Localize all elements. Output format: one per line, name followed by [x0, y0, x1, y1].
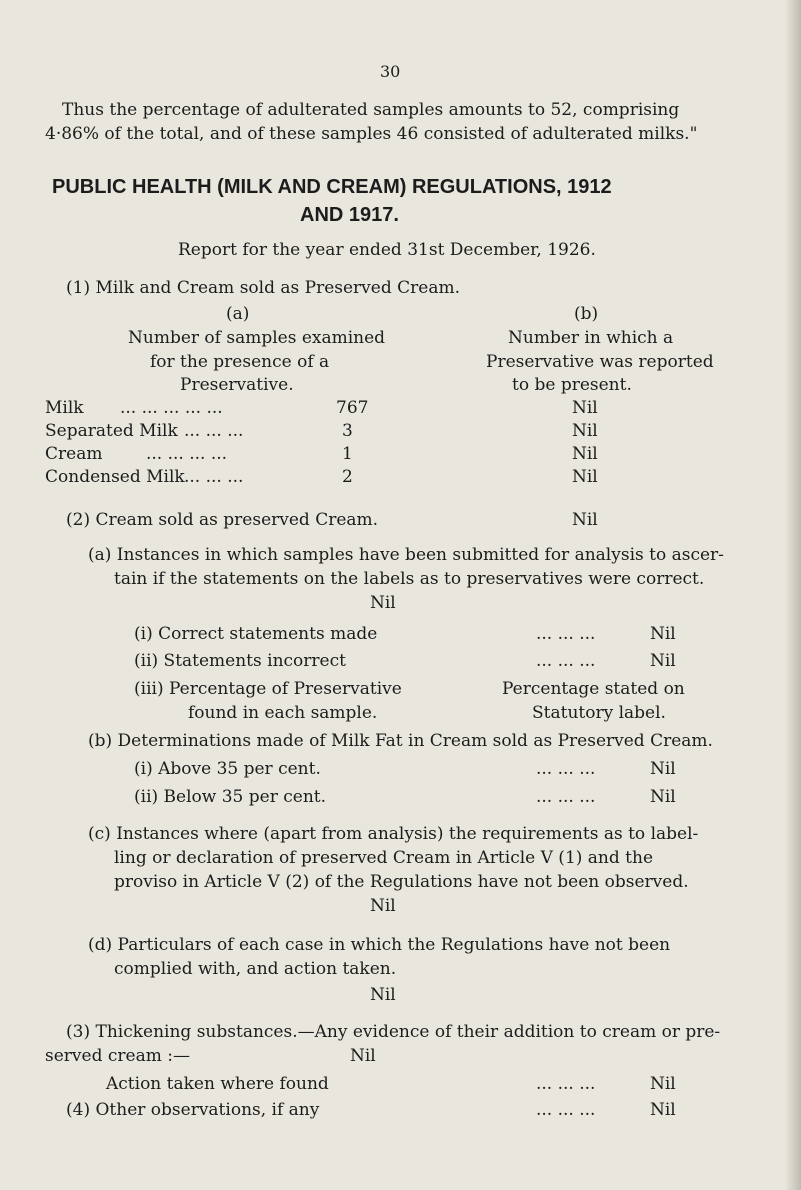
row-cream-b: Nil	[572, 444, 598, 464]
row-separated-milk-b: Nil	[572, 421, 598, 441]
section3-action-dots: ... ... ...	[536, 1074, 596, 1094]
col-a-line-2: for the presence of a	[150, 352, 330, 372]
section2-b-i-label: (i) Above 35 per cent.	[134, 759, 321, 779]
row-separated-milk-dots: ... ... ...	[184, 421, 244, 441]
section2-iii-right-2: Statutory label.	[532, 703, 666, 723]
row-separated-milk-name: Separated Milk	[45, 421, 178, 441]
row-cream-a: 1	[342, 444, 353, 464]
section2-b-i-dots: ... ... ...	[536, 759, 596, 779]
row-milk-name: Milk	[45, 398, 84, 418]
col-a-line-1: Number of samples examined	[128, 328, 386, 348]
row-cream-name: Cream	[45, 444, 103, 464]
section3-action-label: Action taken where found	[106, 1074, 329, 1094]
row-milk-dots: ... ... ... ... ...	[120, 398, 223, 418]
section2-b-ii-dots: ... ... ...	[536, 787, 596, 807]
section2-b-ii-label: (ii) Below 35 per cent.	[134, 787, 326, 807]
page-number: 30	[380, 62, 401, 81]
section2-d-line-1: (d) Particulars of each case in which the Regulations have not been	[88, 935, 671, 955]
section2-ii-value: Nil	[650, 651, 676, 671]
intro-line-2: 4·86% of the total, and of these samples 46 consisted of adulterated milks."	[45, 124, 698, 144]
section2-c-value: Nil	[370, 896, 396, 916]
heading-line-2: AND 1917.	[300, 204, 399, 226]
page-edge-shadow	[785, 0, 801, 1190]
section2-value: Nil	[572, 510, 598, 530]
section4-label: (4) Other observations, if any	[66, 1100, 320, 1120]
col-b-label: (b)	[574, 304, 599, 324]
col-a-label: (a)	[226, 304, 250, 324]
col-b-line-1: Number in which a	[508, 328, 674, 348]
section2-a-line-1: (a) Instances in which samples have been submitted for analysis to ascer-	[88, 545, 724, 565]
section3-action-value: Nil	[650, 1074, 676, 1094]
row-cream-dots: ... ... ... ...	[146, 444, 228, 464]
section4-value: Nil	[650, 1100, 676, 1120]
section2-d-line-2: complied with, and action taken.	[114, 959, 397, 979]
row-condensed-milk-b: Nil	[572, 467, 598, 487]
section2-i-dots: ... ... ...	[536, 624, 596, 644]
section3-value: Nil	[350, 1046, 376, 1066]
row-separated-milk-a: 3	[342, 421, 353, 441]
heading-line-1: PUBLIC HEALTH (MILK AND CREAM) REGULATIONS, 1912	[52, 176, 612, 198]
section3-line-2: served cream :—	[45, 1046, 190, 1066]
section2-c-line-2: ling or declaration of preserved Cream in Article V (1) and the	[114, 848, 654, 868]
section2-d-value: Nil	[370, 985, 396, 1005]
section2-iii-line-1: (iii) Percentage of Preservative	[134, 679, 402, 699]
section2-ii-dots: ... ... ...	[536, 651, 596, 671]
row-milk-b: Nil	[572, 398, 598, 418]
section2-iii-line-2: found in each sample.	[188, 703, 378, 723]
row-condensed-milk-dots: ... ... ...	[184, 467, 244, 487]
section2-ii-label: (ii) Statements incorrect	[134, 651, 346, 671]
section2-b-title: (b) Determinations made of Milk Fat in Cream sold as Preserved Cream.	[88, 731, 713, 751]
section2-c-line-1: (c) Instances where (apart from analysis) the requirements as to label-	[88, 824, 699, 844]
section3-line-1: (3) Thickening substances.—Any evidence of their addition to cream or pre-	[66, 1022, 721, 1042]
row-milk-a: 767	[336, 398, 369, 418]
section2-i-label: (i) Correct statements made	[134, 624, 378, 644]
section2-b-ii-value: Nil	[650, 787, 676, 807]
row-condensed-milk-name: Condensed Milk	[45, 467, 185, 487]
section2-b-i-value: Nil	[650, 759, 676, 779]
section2-c-line-3: proviso in Article V (2) of the Regulations have not been observed.	[114, 872, 689, 892]
section2-title: (2) Cream sold as preserved Cream.	[66, 510, 379, 530]
section1-title: (1) Milk and Cream sold as Preserved Cream.	[66, 278, 460, 298]
row-condensed-milk-a: 2	[342, 467, 353, 487]
col-a-line-3: Preservative.	[180, 375, 294, 395]
section2-a-value: Nil	[370, 593, 396, 613]
col-b-line-2: Preservative was reported	[486, 352, 714, 372]
col-b-line-3: to be present.	[512, 375, 632, 395]
section2-a-line-2: tain if the statements on the labels as to preservatives were correct.	[114, 569, 705, 589]
report-line: Report for the year ended 31st December, 1926.	[178, 240, 596, 260]
intro-line-1: Thus the percentage of adulterated samples amounts to 52, comprising	[62, 100, 680, 120]
section2-iii-right-1: Percentage stated on	[502, 679, 685, 699]
section2-i-value: Nil	[650, 624, 676, 644]
section4-dots: ... ... ...	[536, 1100, 596, 1120]
